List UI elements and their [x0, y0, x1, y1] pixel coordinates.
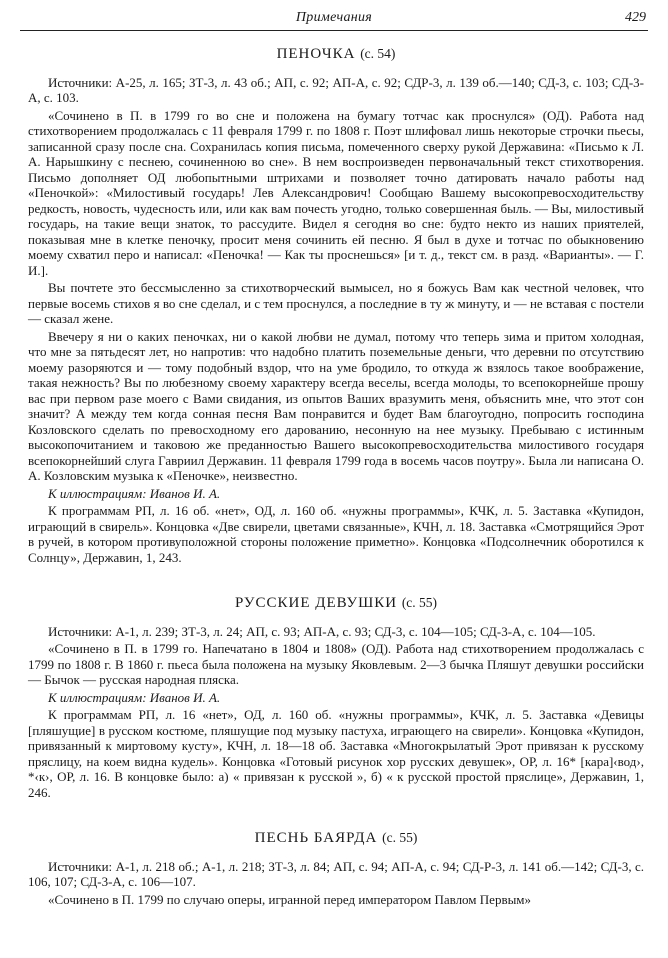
section-heading — [28, 830, 644, 847]
programs-paragraph: К программам РП, л. 16 «нет», ОД, л. 160 об. «нужны программы», КЧК, л. 5. Заставка «Девицы [пляшущие] в русском костюме, пляшущие под музыку пастуха, играющего на свирели». Концовка «Купидон, привязанный к миртовому кусту», КЧН, л. 18—18 об. Заставка «Многокрылатый Эрот привязан к русскому пряслицу, на коем видна кудель». Концовка «Готовый рисунок хор русских девушек», ОР, л. 16* [кара]‹вод›, *‹к›, ОР, л. 16. В концовке было: а) « привязан к русской », б) « к русской простой пряслице», Державин, 1, 246. — [28, 707, 644, 800]
section-page-ref: (с. 55) — [401, 595, 438, 610]
section-page-ref: (с. 55) — [382, 830, 418, 845]
section-title: ПЕНОЧКА — [276, 46, 356, 62]
section-penochka — [28, 46, 644, 565]
section-heading — [28, 46, 644, 63]
commentary-paragraph: «Сочинено в П. 1799 по случаю оперы, игранной перед императором Павлом Первым» — [48, 891, 532, 907]
section-title: ПЕСНЬ БАЯРДА — [254, 830, 378, 846]
running-head — [20, 8, 648, 31]
sources-paragraph: Источники: А-1, л. 239; ЗТ-3, л. 24; АП, с. 93; АП-А, с. 93; СД-3, с. 104—105; СД-3-А, с. 104—105. — [48, 623, 596, 639]
commentary-paragraph: Вы почтете это бессмысленно за стихотворческий вымысел, но я божусь Вам как честной человек, что первые восемь стихов я во сне сделал, и с тем проснулся, а последние в ту ж минуту, и — не вставая с постели — сказал жене. — [28, 280, 644, 326]
section-title: РУССКИЕ ДЕВУШКИ — [234, 595, 398, 611]
commentary-paragraph: Ввечеру я ни о каких пеночках, ни о какой любви не думал, потому что теперь зима и притом холодная, что мне за пятьдесят лет, но напротив: что надобно платить поземельные деньги, что деревни по отсутствию моему разоряются и — тому подобный вздор, что на уме бродило, то откуда ж взялось такое воображение, такая нежность? Вы по любезному своему характеру всегда веселы, всегда молоды, то всепокорнейше прошу вас при первом разе моего с Вами свидания, из опытов Ваших вразумить меня, объяснить мне, что этот сон значит? А между тем когда сонная песня Вам понравится и будет Вам благоугодно, попросить господина Козловского сделать по превосходному его дарованию, несонную на нее музыку. Пребываю с истинным высокопочитанием и таковою же преданностью Вашего высокопревосходительства милостивого государя всепокорнейший слуга Гавриил Державин. 11 февраля 1799 года в восемь часов поутру». Была ли написана О. А. Козловским музыка к «Пеночке», неизвестно. — [28, 328, 644, 483]
section-heading — [28, 595, 644, 612]
sources-paragraph: Источники: А-1, л. 218 об.; А-1, л. 218; ЗТ-3, л. 84; АП, с. 94; АП-А, с. 94; СД-Р-3, л. 141 об.—142; СД-3, с. 106, 107; СД-3-А, с. 106—107. — [28, 858, 644, 889]
programs-paragraph: К программам РП, л. 16 об. «нет», ОД, л. 160 об. «нужны программы», КЧК, л. 5. Заставка «Купидон, играющий в свирель». Концовка «Две свирели, цветами связанные», КЧН, л. 18. Заставка «Смотрящийся Эрот в ручей, в котором противуположной стороны положение приметно». Концовка «Подсолнечник оборотился к Солнцу», Державин, 1, 243. — [28, 503, 644, 565]
illustrations-paragraph: К иллюстрациям: Иванов И. А. — [48, 689, 221, 705]
illustrations-paragraph: К иллюстрациям: Иванов И. А. — [48, 485, 221, 501]
section-pesn-bayarda — [28, 830, 644, 907]
commentary-paragraph: «Сочинено в П. в 1799 го во сне и положена на бумагу тотчас как проснулся» (ОД). Работа над стихотворением продолжалась с 11 февраля 1799 г. по 1808 г. Поэт шлифовал лишь некоторые строчки пьесы, записанной сразу после сна. Сохранилась копия письма, помеченного сверху рукой Державина: «Письмо к Л. А. Нарышкину с песнею, сочиненною во сне». В нем воспроизведен первоначальный текст стихотворения. Письмо дополняет ОД любопытными штрихами и позволяет точно датировать начало работы над «Пеночкой»: «Милостивый государь! Лев Александрович! Сообщаю Вашему высокопревосходительству редкость, новость, чудесность или, или как вам почесть угодно, только совершенная быль. — Вы, милостивый государь, на такие вещи знаток, то рассудите. Видел я сегодня во сне: будто некто из наших приятелей, показывая мне в клетке пеночку, просит меня сочинить ей песню. Я был в духе и тотчас по обыкновению моему схватил перо и написал: «Пеночка! — Как ты проснешься» [и т. д., текст см. в разд. «Варианты». — Г. И.]. — [28, 107, 644, 278]
page-number: 429 — [625, 10, 646, 25]
sources-paragraph: Источники: А-25, л. 165; ЗТ-3, л. 43 об.; АП, с. 92; АП-А, с. 92; СДР-3, л. 139 об.—140; СД-3, с. 103; СД-3-А, с. 103. — [28, 74, 644, 105]
section-russkie-devushki — [28, 595, 644, 800]
commentary-paragraph: «Сочинено в П. в 1799 го. Напечатано в 1804 и 1808» (ОД). Работа над стихотворением продолжалась с 1799 по 1808 г. В 1860 г. пьеса была положена на музыку Яковлевым. 2—3 бычка Пляшут девушки российски — Бычок — русская народная пляска. — [28, 641, 644, 687]
running-head-title: Примечания — [295, 10, 373, 25]
notes-content — [28, 36, 644, 909]
section-page-ref: (с. 54) — [360, 46, 396, 61]
